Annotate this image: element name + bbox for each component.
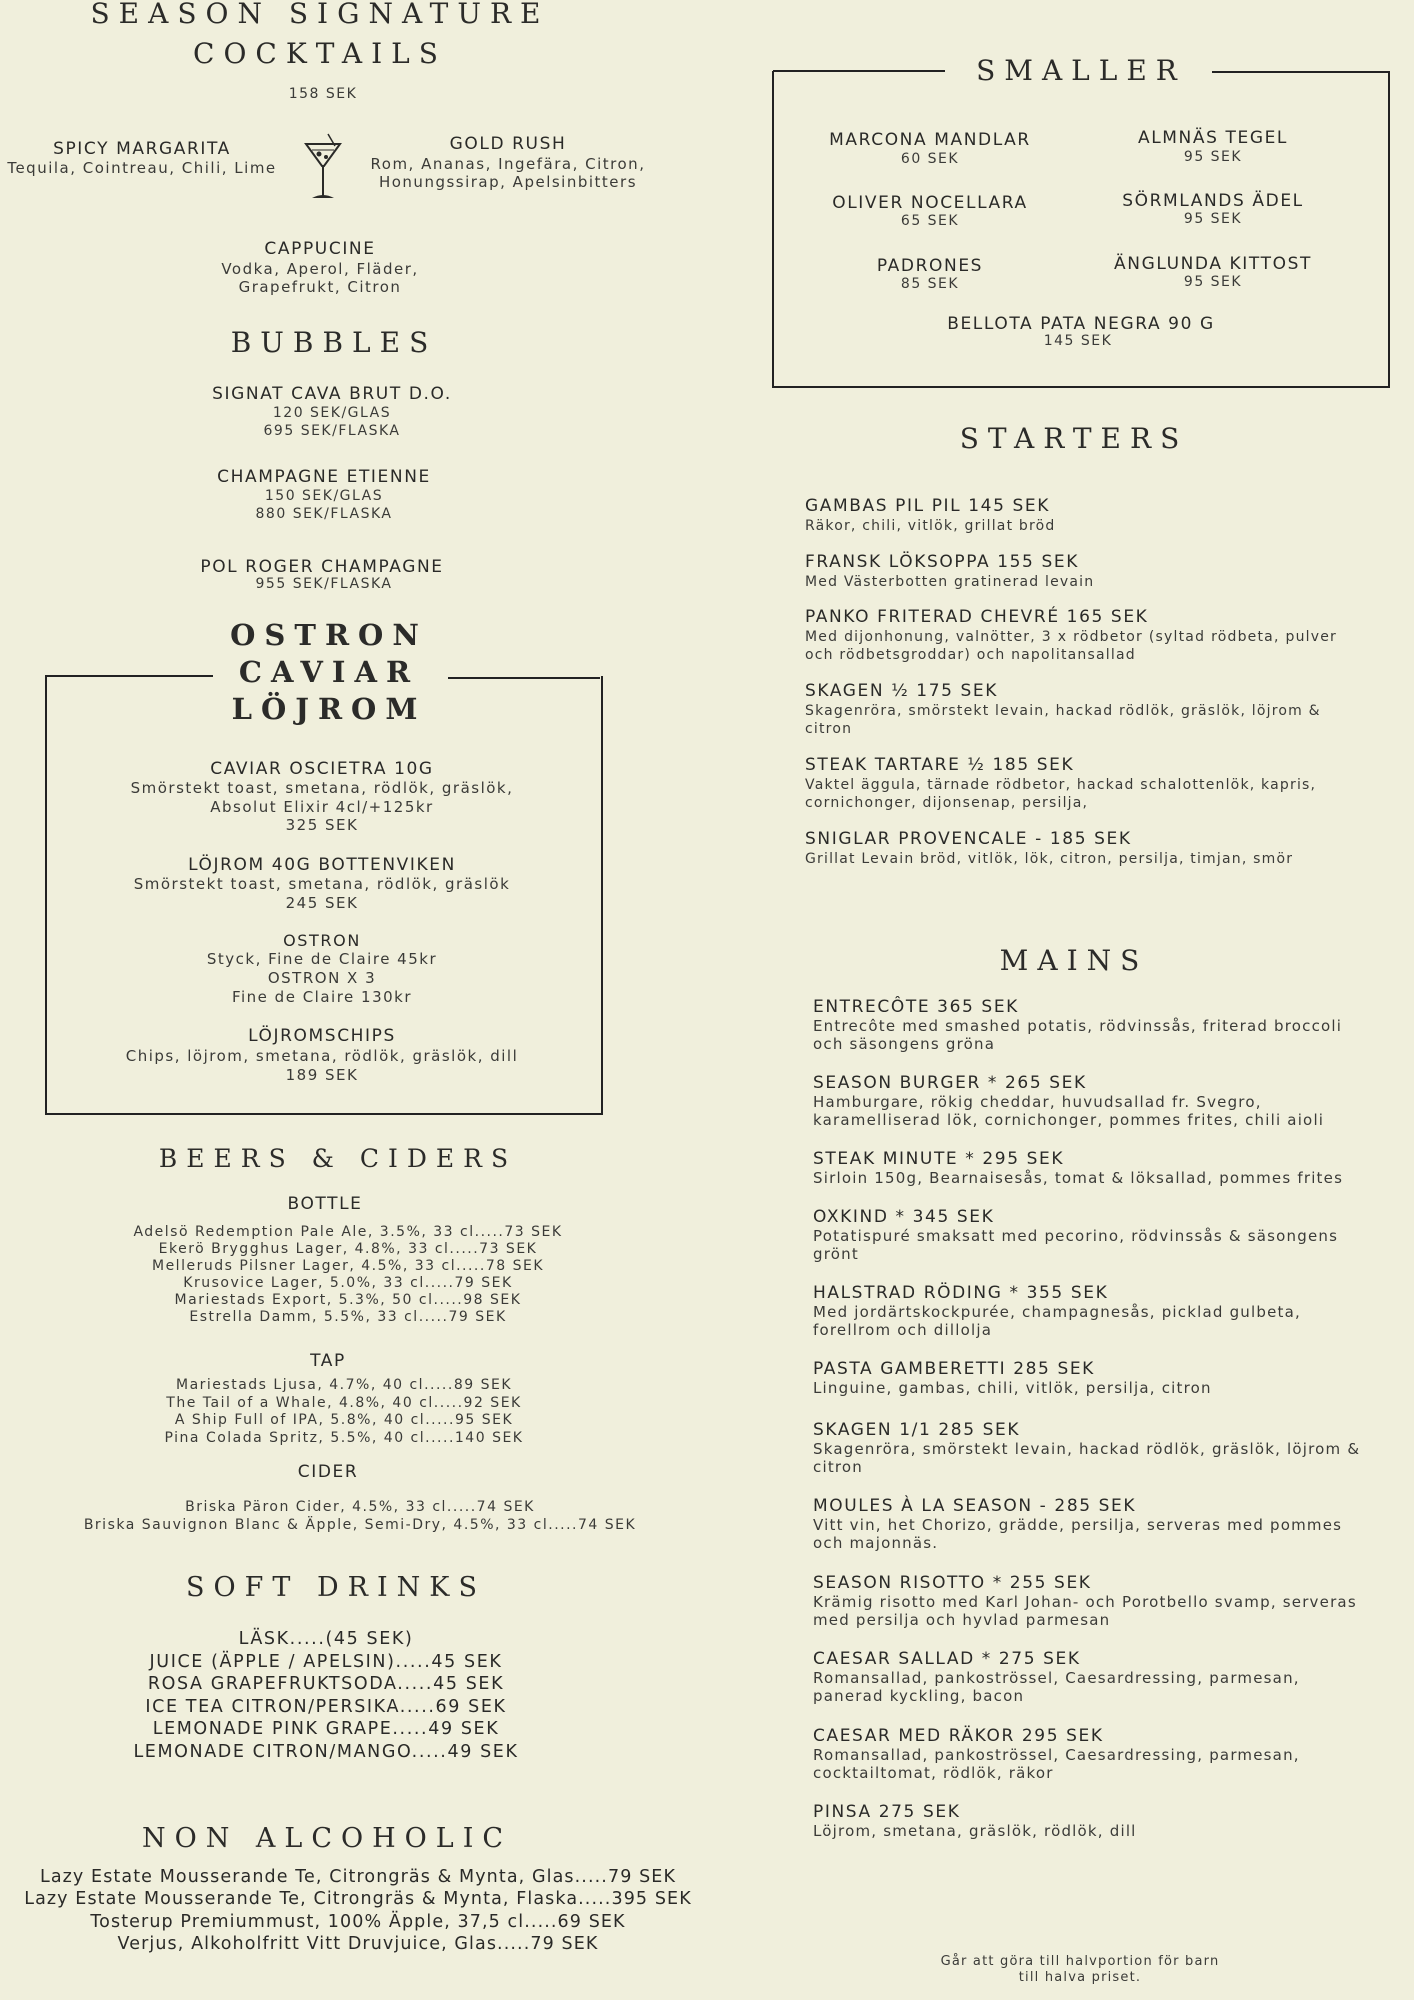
bubbles-item: CHAMPAGNE ETIENNE: [217, 467, 431, 487]
menu-item-desc: Sirloin 150g, Bearnaisesås, tomat & löksallad, pommes frites: [813, 1169, 1344, 1187]
list-item: JUICE (ÄPPLE / APELSIN).....45 SEK: [149, 1651, 503, 1672]
bubbles-item-glass: 120 SEK/GLAS: [272, 405, 392, 421]
menu-item-desc: Krämig risotto med Karl Johan- och Porotbello svamp, serveras med persilja och hyvlad parmesan: [813, 1593, 1357, 1629]
menu-item: [813, 1649, 1365, 1705]
footer-note-line: till halva priset.: [1018, 1970, 1142, 1985]
list-item: Adelsö Redemption Pale Ale, 3.5%, 33 cl.....73 SEK: [133, 1224, 563, 1240]
smaller-item: ÄNGLUNDA KITTOST: [1114, 254, 1312, 274]
smaller-item-price: 60 SEK: [900, 151, 960, 167]
gold-rush-name: GOLD RUSH: [449, 134, 567, 154]
list-item: Ekerö Brygghus Lager, 4.8%, 33 cl.....73 SEK: [158, 1241, 538, 1257]
caviar-oscietra-name: CAVIAR OSCIETRA 10G: [210, 759, 434, 779]
lojrom-bottenviken-price: 245 SEK: [285, 894, 359, 912]
signature-price: 158 SEK: [288, 86, 358, 102]
caviar-oscietra-desc-2: Absolut Elixir 4cl/+125kr: [210, 798, 434, 816]
list-item: Lazy Estate Mousserande Te, Citrongräs & Mynta, Flaska.....395 SEK: [24, 1889, 692, 1910]
menu-item-name: STEAK TARTARE ½ 185 SEK: [805, 755, 1075, 775]
menu-item-name: CAESAR MED RÄKOR 295 SEK: [813, 1726, 1104, 1746]
starters-title: STARTERS: [959, 422, 1189, 455]
menu-item: [805, 552, 1337, 591]
ostron-x3-desc: Fine de Claire 130kr: [231, 988, 413, 1006]
lojromschips-desc: Chips, löjrom, smetana, rödlök, gräslök, dill: [125, 1047, 519, 1065]
menu-item-name: SEASON RISOTTO * 255 SEK: [813, 1573, 1092, 1593]
menu-item-desc: Räkor, chili, vitlök, grillat bröd: [805, 518, 1056, 534]
list-item: ICE TEA CITRON/PERSIKA.....69 SEK: [145, 1696, 507, 1717]
menu-item-desc: Vitt vin, het Chorizo, grädde, persilja, serveras med pommes och majonnäs.: [813, 1516, 1343, 1552]
cider-list: [0, 1498, 720, 1534]
menu-item-desc: Potatispuré smaksatt med pecorino, rödvinssås & säsongens grönt: [813, 1227, 1339, 1263]
footer-note-line: Går att göra till halvportion för barn: [940, 1954, 1220, 1969]
menu-item: [813, 1359, 1365, 1397]
list-item: LÄSK.....(45 SEK): [238, 1629, 414, 1649]
smaller-item: MARCONA MANDLAR: [829, 130, 1031, 150]
cocktail-glass-icon: [302, 132, 344, 204]
mains-title: MAINS: [999, 944, 1149, 977]
menu-item-desc: Med dijonhonung, valnötter, 3 x rödbetor (syltad rödbeta, pulver och rödbetsgroddar) och napolitansallad: [805, 629, 1337, 663]
bellota-name: BELLOTA PATA NEGRA 90 G: [947, 314, 1215, 334]
menu-item-name: PANKO FRITERAD CHEVRÉ 165 SEK: [805, 607, 1149, 627]
list-item: Verjus, Alkoholfritt Vitt Druvjuice, Glas.....79 SEK: [117, 1933, 599, 1954]
bottle-list: [0, 1224, 696, 1326]
menu-item-desc: Hamburgare, rökig cheddar, huvudsallad fr. Svegro, karamelliserad lök, cornichonger, pommes frites, chili aioli: [813, 1093, 1325, 1129]
smaller-item-price: 95 SEK: [1183, 149, 1243, 165]
cider-title: CIDER: [297, 1462, 359, 1482]
smaller-item-price: 95 SEK: [1183, 211, 1243, 227]
list-item: Melleruds Pilsner Lager, 4.5%, 33 cl.....78 SEK: [151, 1258, 545, 1274]
list-item: Pina Colada Spritz, 5.5%, 40 cl.....140 SEK: [164, 1429, 524, 1446]
smaller-item-price: 65 SEK: [900, 213, 960, 229]
soft-drinks-title: SOFT DRINKS: [186, 1572, 486, 1603]
ostron-title: OSTRON: [230, 618, 428, 652]
menu-item: [813, 1283, 1365, 1339]
menu-item-name: SKAGEN ½ 175 SEK: [805, 681, 999, 701]
smaller-title: SMALLER: [976, 54, 1186, 87]
menu-item: [813, 1420, 1365, 1476]
bubbles-item: SIGNAT CAVA BRUT D.O.: [212, 384, 452, 404]
smaller-item: PADRONES: [876, 256, 984, 276]
signature-title: SEASON SIGNATURE: [90, 0, 550, 30]
menu-item: [813, 1149, 1365, 1187]
ostron-name: OSTRON: [283, 931, 361, 950]
gold-rush-desc: Rom, Ananas, Ingefära, Citron,: [370, 155, 646, 173]
spicy-margarita-desc: Tequila, Cointreau, Chili, Lime: [7, 159, 277, 177]
list-item: Lazy Estate Mousserande Te, Citrongräs & Mynta, Glas.....79 SEK: [39, 1867, 677, 1887]
tap-title: TAP: [310, 1351, 346, 1371]
lojrom-title: LÖJROM: [231, 692, 427, 726]
menu-item-desc: Romansallad, pankoströssel, Caesardressing, parmesan, cocktailtomat, rödlök, räkor: [813, 1746, 1300, 1782]
list-item: Tosterup Premiummust, 100% Äpple, 37,5 cl.....69 SEK: [90, 1911, 626, 1932]
menu-item: [805, 496, 1337, 535]
list-item: LEMONADE PINK GRAPE.....49 SEK: [152, 1719, 500, 1740]
spicy-margarita-name: SPICY MARGARITA: [53, 139, 231, 159]
bubbles-item-bottle: 955 SEK/FLASKA: [255, 576, 393, 592]
bubbles-item: POL ROGER CHAMPAGNE: [200, 557, 444, 577]
menu-item-desc: Skagenröra, smörstekt levain, hackad rödlök, gräslök, löjrom & citron: [805, 703, 1321, 737]
lojrom-bottenviken-name: LÖJROM 40G BOTTENVIKEN: [188, 855, 456, 875]
menu-item: [813, 1726, 1365, 1782]
menu-item: [813, 1573, 1365, 1629]
menu-item-name: PINSA 275 SEK: [813, 1802, 961, 1822]
smaller-item: ALMNÄS TEGEL: [1137, 128, 1289, 148]
menu-item-name: PASTA GAMBERETTI 285 SEK: [813, 1359, 1095, 1379]
menu-item-name: SNIGLAR PROVENCALE - 185 SEK: [805, 829, 1132, 849]
bubbles-title: BUBBLES: [230, 326, 438, 359]
cappucine-name: CAPPUCINE: [264, 239, 376, 259]
beers-title: BEERS & CIDERS: [158, 1144, 518, 1173]
non-alcoholic-title: NON ALCOHOLIC: [141, 1823, 513, 1854]
tap-list: [0, 1377, 688, 1447]
menu-item-desc: Entrecôte med smashed potatis, rödvinssås, friterad broccoli och säsongens gröna: [813, 1017, 1343, 1053]
menu-item-name: FRANSK LÖKSOPPA 155 SEK: [805, 552, 1079, 572]
menu-item-name: ENTRECÔTE 365 SEK: [813, 997, 1019, 1017]
list-item: Mariestads Ljusa, 4.7%, 40 cl.....89 SEK: [176, 1377, 512, 1393]
list-item: Briska Sauvignon Blanc & Äpple, Semi-Dry, 4.5%, 33 cl.....74 SEK: [83, 1517, 637, 1533]
ostron-x3: OSTRON X 3: [267, 969, 377, 987]
bottle-title: BOTTLE: [287, 1194, 363, 1214]
non-alcoholic-list: [0, 1866, 716, 1955]
list-item: Estrella Damm, 5.5%, 33 cl.....79 SEK: [189, 1309, 507, 1325]
menu-item: [813, 1802, 1365, 1840]
menu-item: [813, 1496, 1365, 1552]
caviar-oscietra-price: 325 SEK: [285, 816, 359, 834]
smaller-item: OLIVER NOCELLARA: [832, 193, 1028, 213]
cappucine-desc: Vodka, Aperol, Fläder,: [221, 260, 419, 278]
menu-item: [813, 1207, 1365, 1263]
menu-item-name: GAMBAS PIL PIL 145 SEK: [805, 496, 1050, 516]
menu-item-name: SKAGEN 1/1 285 SEK: [813, 1420, 1021, 1440]
list-item: Krusovice Lager, 5.0%, 33 cl.....79 SEK: [183, 1275, 513, 1291]
list-item: LEMONADE CITRON/MANGO.....49 SEK: [133, 1741, 519, 1762]
soft-drinks-list: [0, 1628, 652, 1764]
menu-item: [805, 607, 1337, 664]
menu-item-desc: Grillat Levain bröd, vitlök, lök, citron, persilja, timjan, smör: [805, 851, 1294, 867]
menu-item-desc: Skagenröra, smörstekt levain, hackad rödlök, gräslök, löjrom & citron: [813, 1440, 1361, 1476]
smaller-item-price: 95 SEK: [1183, 274, 1243, 290]
menu-item-desc: Löjrom, smetana, gräslök, rödlök, dill: [813, 1822, 1137, 1840]
caviar-title: CAVIAR: [238, 655, 420, 689]
menu-item-desc: Romansallad, pankoströssel, Caesardressing, parmesan, panerad kyckling, bacon: [813, 1669, 1300, 1705]
lojrom-bottenviken-desc: Smörstekt toast, smetana, rödlök, gräslök: [133, 875, 511, 893]
menu-item-name: MOULES À LA SEASON - 285 SEK: [813, 1496, 1137, 1516]
list-item: Briska Päron Cider, 4.5%, 33 cl.....74 SEK: [185, 1499, 535, 1515]
menu-item-name: OXKIND * 345 SEK: [813, 1207, 995, 1227]
menu-item-name: HALSTRAD RÖDING * 355 SEK: [813, 1283, 1109, 1303]
menu-item-desc: Vaktel äggula, tärnade rödbetor, hackad schalottenlök, kapris, cornichonger, dijonsenap, persilja,: [805, 777, 1317, 811]
lojromschips-name: LÖJROMSCHIPS: [248, 1026, 396, 1046]
menu-item-desc: Med Västerbotten gratinerad levain: [805, 574, 1095, 590]
list-item: The Tail of a Whale, 4.8%, 40 cl.....92 SEK: [166, 1394, 522, 1411]
bubbles-item-bottle: 695 SEK/FLASKA: [263, 423, 401, 439]
bubbles-item-bottle: 880 SEK/FLASKA: [255, 506, 393, 522]
gold-rush-desc-2: Honungssirap, Apelsinbitters: [378, 173, 638, 191]
smaller-item: SÖRMLANDS ÄDEL: [1122, 191, 1304, 211]
list-item: Mariestads Export, 5.3%, 50 cl.....98 SEK: [174, 1292, 522, 1308]
lojromschips-price: 189 SEK: [285, 1066, 359, 1084]
signature-title-2: COCKTAILS: [193, 37, 447, 70]
smaller-item-price: 85 SEK: [900, 276, 960, 292]
footer-note: [900, 1954, 1260, 1986]
menu-item-desc: Med jordärtskockpurée, champagnesås, picklad gulbeta, forellrom och dillolja: [813, 1303, 1301, 1339]
menu-item: [805, 829, 1337, 868]
menu-item: [805, 681, 1337, 738]
cappucine-desc-2: Grapefrukt, Citron: [238, 278, 402, 296]
menu-item: [813, 997, 1365, 1053]
menu-item-name: CAESAR SALLAD * 275 SEK: [813, 1649, 1081, 1669]
menu-item-name: STEAK MINUTE * 295 SEK: [813, 1149, 1065, 1169]
list-item: A Ship Full of IPA, 5.8%, 40 cl.....95 SEK: [174, 1412, 514, 1428]
menu-item: [805, 755, 1337, 812]
list-item: ROSA GRAPEFRUKTSODA.....45 SEK: [147, 1674, 505, 1695]
menu-item-desc: Linguine, gambas, chili, vitlök, persilja, citron: [813, 1379, 1212, 1397]
menu-item: [813, 1073, 1365, 1129]
ostron-desc: Styck, Fine de Claire 45kr: [206, 950, 438, 968]
caviar-oscietra-desc: Smörstekt toast, smetana, rödlök, gräslök,: [130, 779, 514, 797]
bubbles-item-glass: 150 SEK/GLAS: [264, 488, 384, 504]
menu-item-name: SEASON BURGER * 265 SEK: [813, 1073, 1087, 1093]
bellota-price: 145 SEK: [1043, 333, 1113, 349]
